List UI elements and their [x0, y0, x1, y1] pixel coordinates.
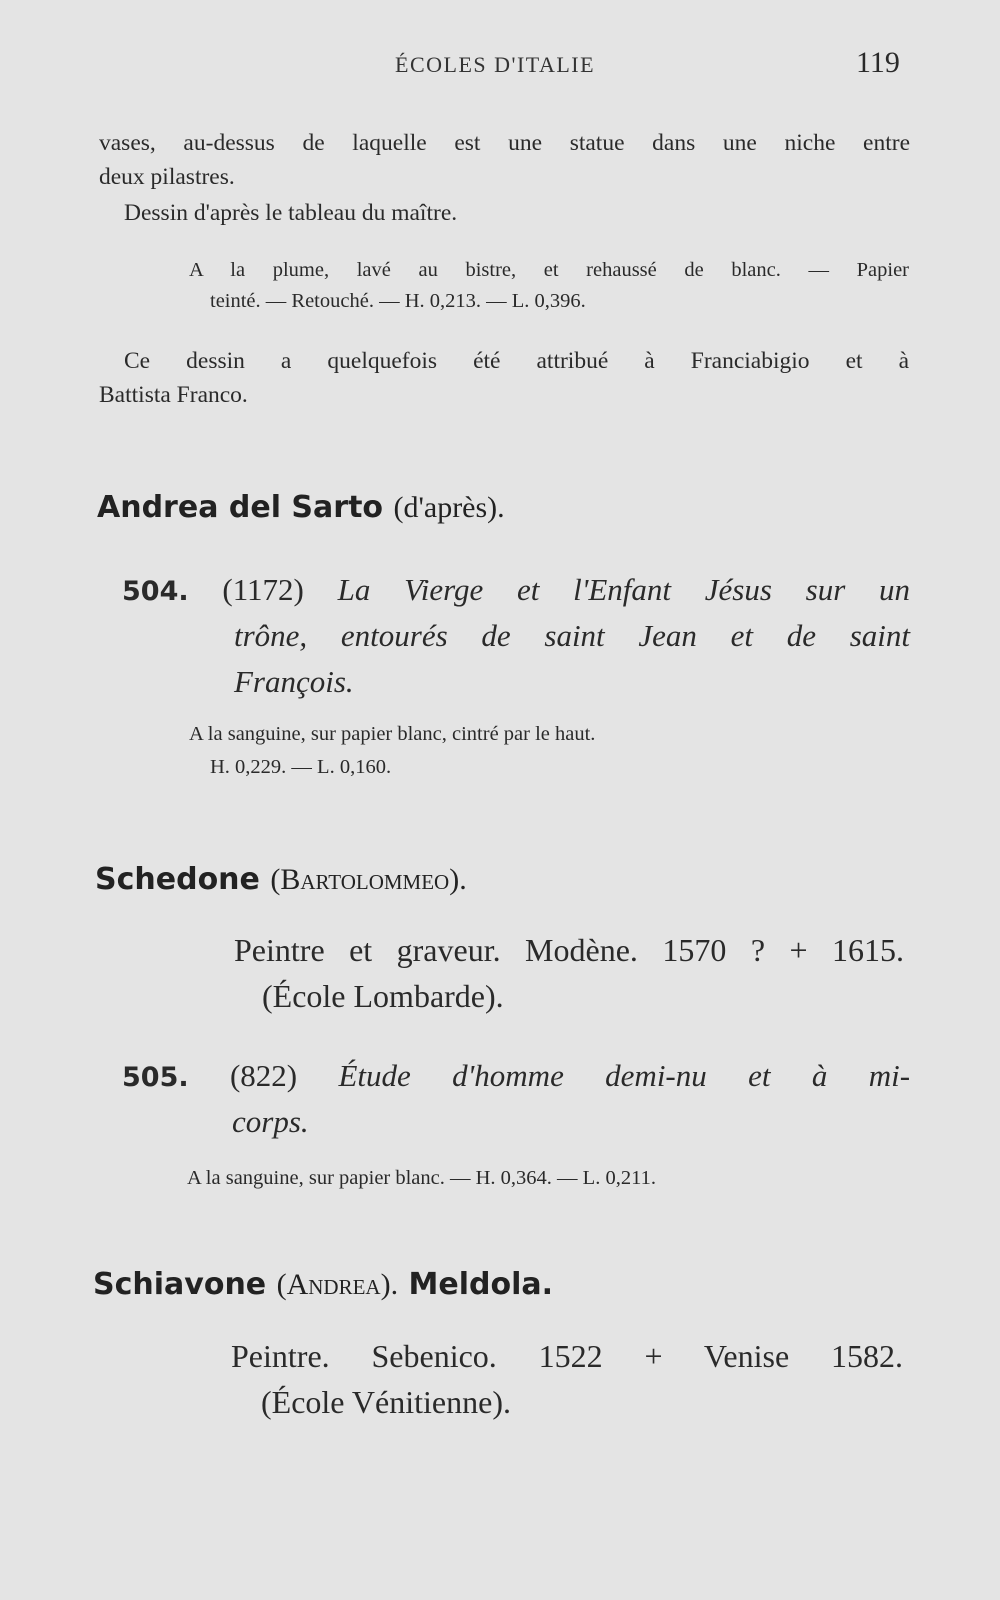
artist-alias: Meldola. — [408, 1267, 554, 1302]
artist-firstname: (Bartolommeo). — [270, 863, 467, 896]
continuation-text-line: vases, au-dessus de laquelle est une statue dans une niche entre — [99, 130, 910, 156]
entry-title: Étude d'homme demi-nu et à mi- — [338, 1058, 911, 1093]
continuation-text-line: Dessin d'après le tableau du maître. — [124, 200, 458, 226]
artist-school: (École Lombarde). — [262, 978, 504, 1014]
catalogue-entry-title — [122, 1052, 910, 1102]
artist-name: Schiavone — [93, 1267, 267, 1302]
catalogue-entry-title — [122, 566, 910, 616]
inventory-number: (1172) — [222, 572, 304, 607]
artist-heading — [97, 490, 505, 525]
artist-heading — [93, 1267, 553, 1302]
artist-biography: Peintre et graveur. Modène. 1570 ? + 1615. — [234, 932, 904, 968]
entry-title: trône, entourés de saint Jean et de saint — [234, 618, 910, 653]
entry-title: corps. — [232, 1104, 309, 1139]
artist-name: Andrea del Sarto — [97, 490, 384, 525]
technique-line: A la sanguine, sur papier blanc. — H. 0,364. — L. 0,211. — [187, 1167, 656, 1189]
entry-number: 505. — [122, 1062, 189, 1093]
artist-name: Schedone — [95, 862, 260, 897]
technique-line: H. 0,229. — L. 0,160. — [210, 756, 392, 778]
technique-line: A la plume, lavé au bistre, et rehaussé de blanc. — Papier — [189, 259, 909, 281]
artist-qualifier: (d'après). — [393, 491, 505, 524]
technique-line: teinté. — Retouché. — H. 0,213. — L. 0,396. — [210, 290, 586, 312]
page-number: 119 — [856, 46, 900, 79]
note-line: Ce dessin a quelquefois été attribué à Franciabigio et à — [124, 348, 909, 374]
entry-number: 504. — [122, 576, 189, 607]
running-title: ÉCOLES D'ITALIE — [395, 52, 596, 77]
entry-title: François. — [234, 664, 354, 699]
note-line: Battista Franco. — [99, 382, 248, 408]
artist-school: (École Vénitienne). — [261, 1384, 511, 1420]
technique-line: A la sanguine, sur papier blanc, cintré par le haut. — [189, 723, 596, 745]
artist-heading — [95, 862, 467, 897]
artist-firstname: (Andrea). — [276, 1268, 399, 1301]
inventory-number: (822) — [229, 1058, 298, 1093]
entry-title: La Vierge et l'Enfant Jésus sur un — [337, 572, 911, 607]
continuation-text-line: deux pilastres. — [99, 164, 235, 190]
artist-biography: Peintre. Sebenico. 1522 + Venise 1582. — [231, 1338, 903, 1374]
